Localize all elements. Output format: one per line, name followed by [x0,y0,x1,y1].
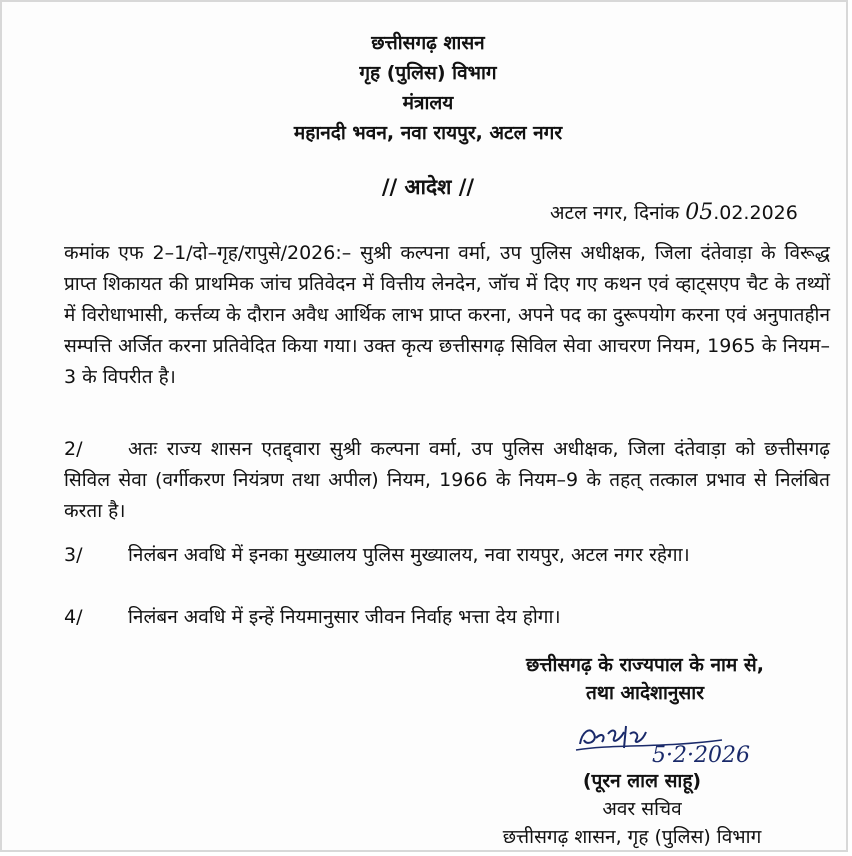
date-day-handwritten: 05 [685,200,714,225]
order-title: // आदेश // [381,175,475,199]
paragraph-3 [64,540,830,571]
paragraph-4-text: निलंबन अवधि में इन्हें नियमानुसार जीवन निर्वाह भत्ता देय होगा। [128,606,561,628]
paragraph-2 [64,434,830,527]
paragraph-4-number: 4/ [64,606,83,628]
header-ministry: मंत्रालय [402,92,454,114]
signatory-office: छत्तीसगढ़ शासन, गृह (पुलिस) विभाग [502,826,762,848]
closing-line-1: छत्तीसगढ़ के राज्यपाल के नाम से, [526,654,764,676]
paragraph-1 [64,238,830,393]
paragraph-2-number: 2/ [64,438,83,460]
header-address: महानदी भवन, नवा रायपुर, अटल नगर [293,122,563,144]
header-department: गृह (पुलिस) विभाग [359,62,497,84]
handwritten-signature [572,704,762,774]
order-date [550,200,798,226]
paragraph-3-number: 3/ [64,544,83,566]
header-government: छत्तीसगढ़ शासन [371,32,485,54]
paragraph-2-text: अतः राज्य शासन एतद्द्वारा सुश्री कल्पना वर्मा, उप पुलिस अधीक्षक, जिला दंतेवाड़ा को छत्तीसगढ़ सिविल सेवा (वर्गीकरण नियंत्रण तथा अपील) नियम, 1966 के नियम–9 के तहत् तत्काल प्रभाव से निलंबित करता है। [64,438,830,522]
paragraph-3-text: निलंबन अवधि में इनका मुख्यालय पुलिस मुख्यालय, नवा रायपुर, अटल नगर रहेगा। [128,544,690,566]
signature-date: 5·2·2026 [652,743,750,768]
date-rest: .02.2026 [713,202,798,224]
paragraph-4 [64,602,830,633]
signatory-name: (पूरन लाल साहू) [582,770,702,792]
date-prefix: अटल नगर, दिनांक [550,202,686,224]
signatory-designation: अवर सचिव [602,798,682,820]
closing-line-2: तथा आदेशानुसार [586,682,704,704]
paragraph-1-text: कमांक एफ 2–1/दो–गृह/रापुसे/2026:– सुश्री कल्पना वर्मा, उप पुलिस अधीक्षक, जिला दंतेवाड़ा के विरूद्ध प्राप्त शिकायत की प्राथमिक जांच प्रतिवेदन में वित्तीय लेनदेन, जॉच में दिए गए कथन एवं व्हाट्सएप चैट के तथ्यों में विरोधाभासी, कर्त्तव्य के दौरान अवैध आर्थिक लाभ प्राप्त करना, अपने पद का दुरूपयोग करना एवं अनुपातहीन सम्पत्ति अर्जित करना प्रतिवेदित किया गया। उक्त कृत्य छत्तीसगढ़ सिविल सेवा आचरण नियम, 1965 के नियम–3 के विपरीत है। [64,242,830,388]
